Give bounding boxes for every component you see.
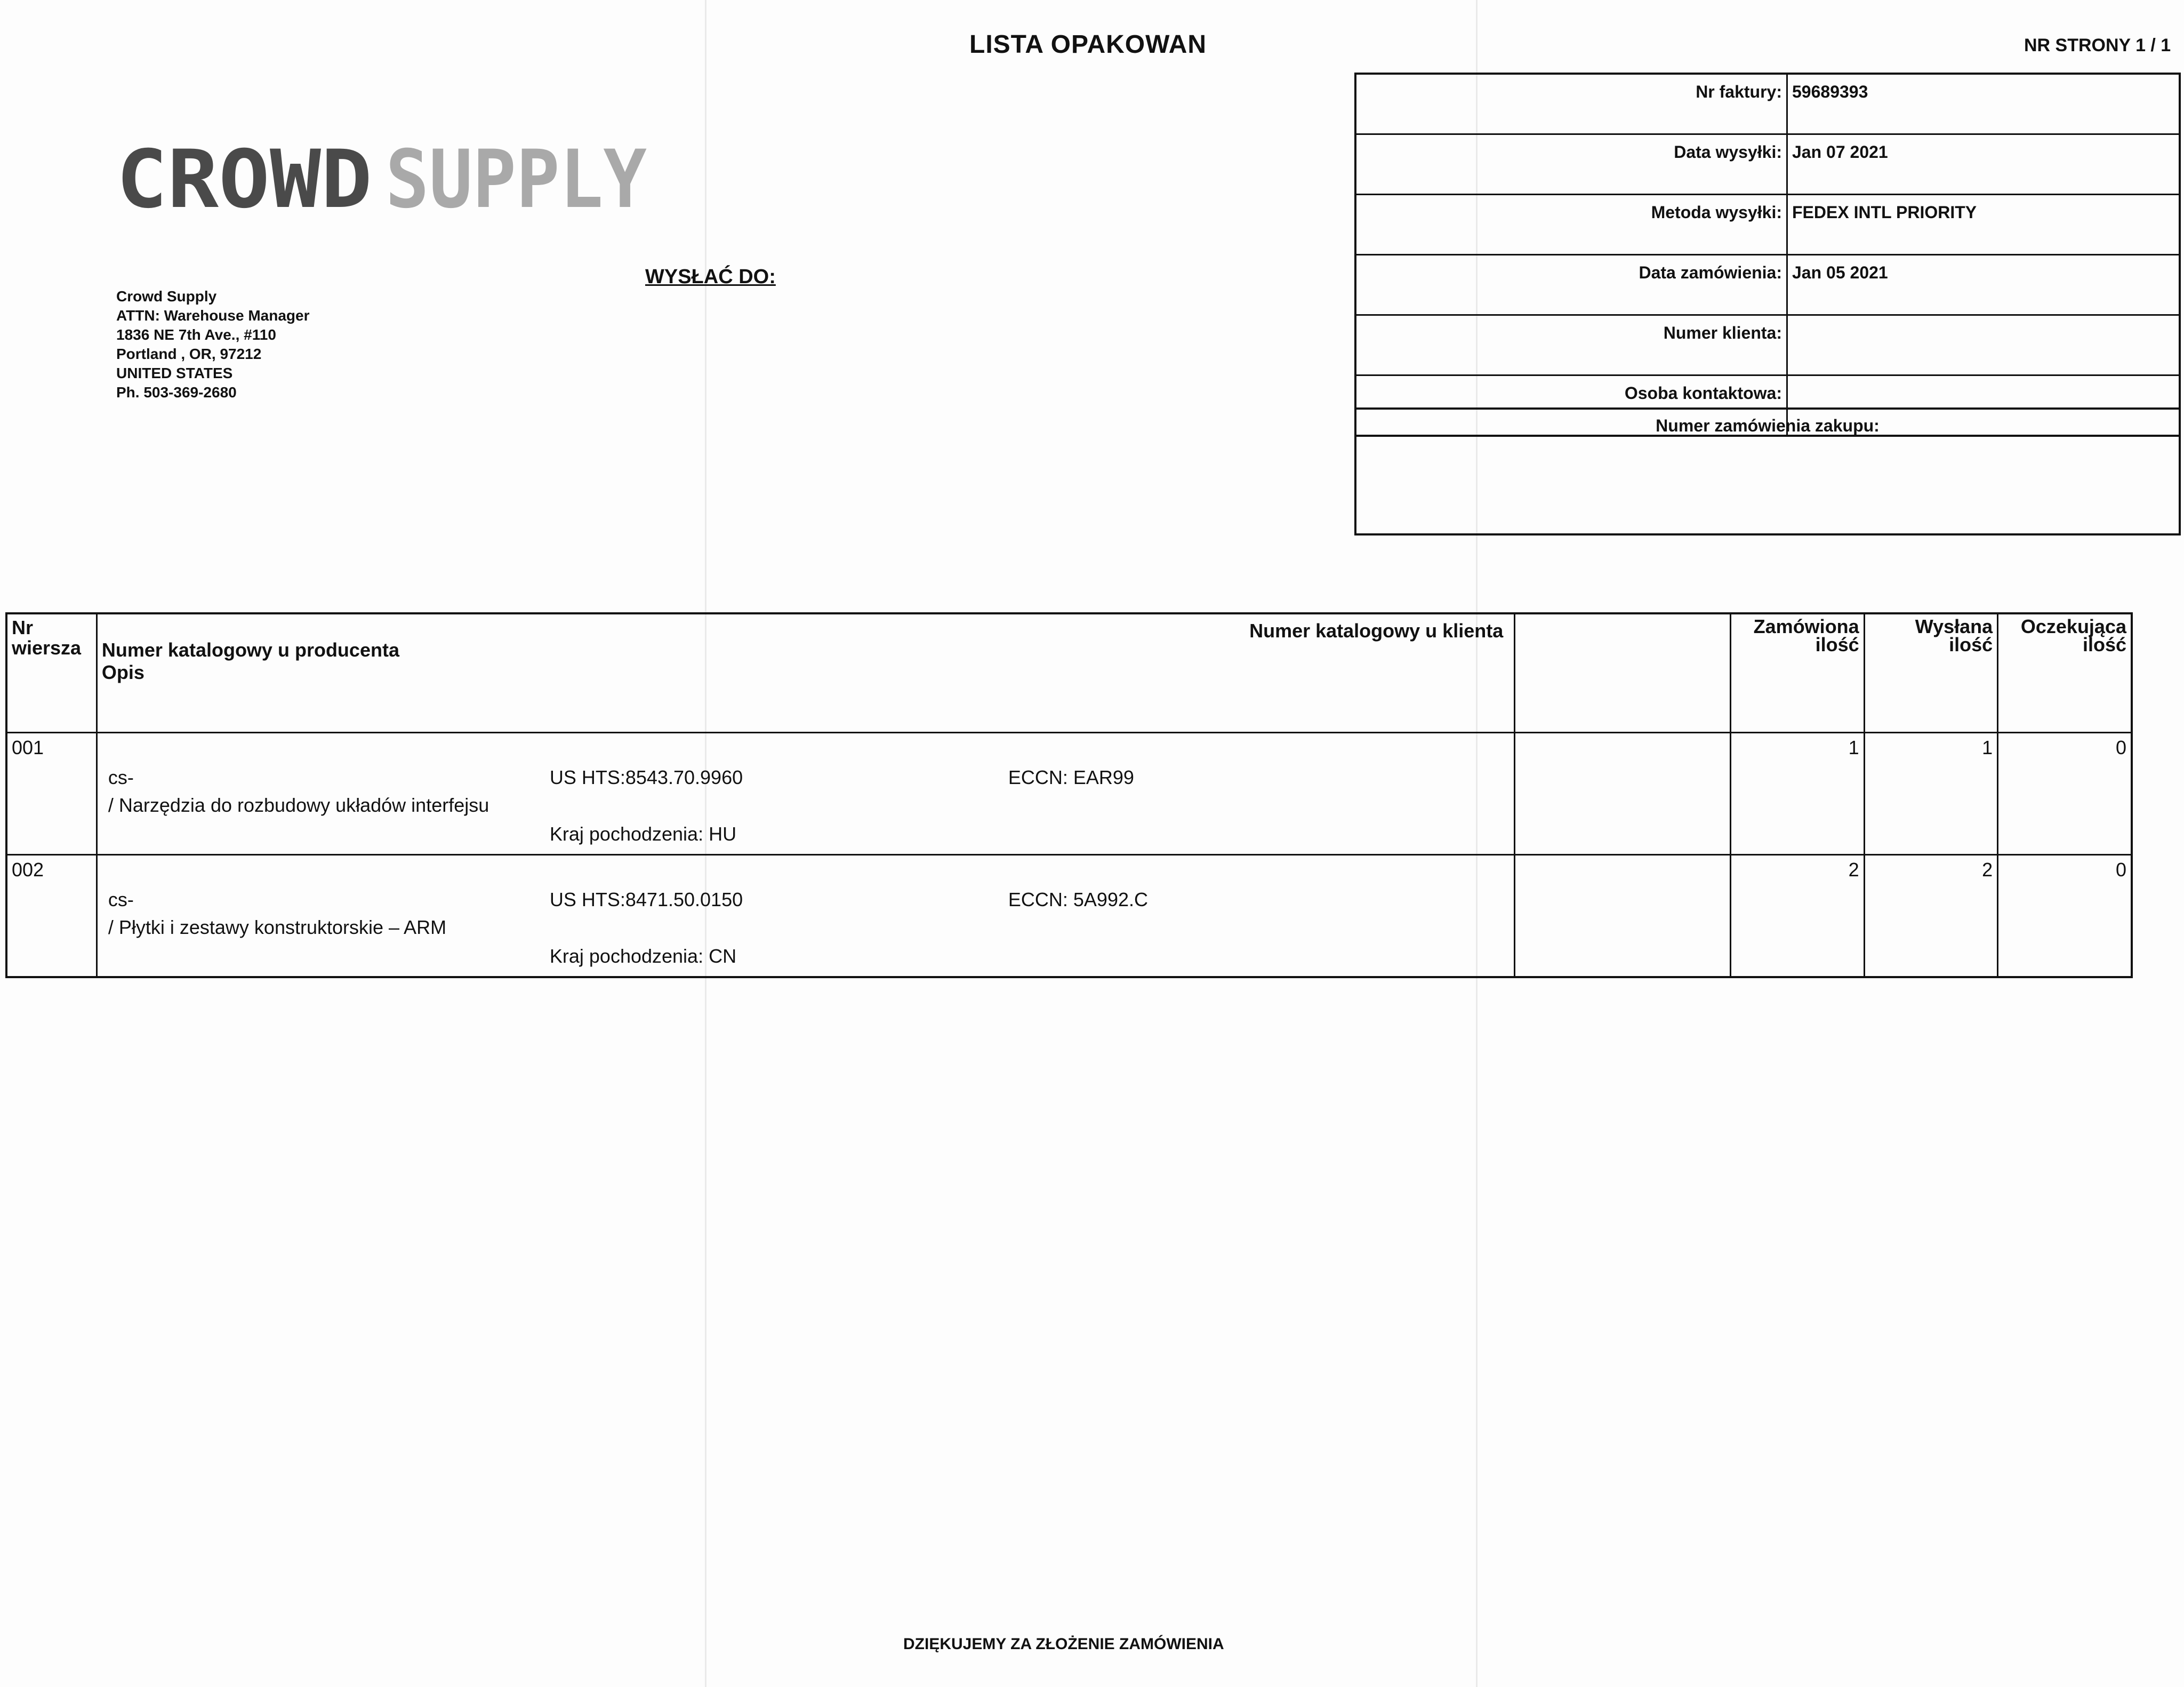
sender-line: 1836 NE 7th Ave., #110	[116, 326, 276, 343]
purchase-order-box	[1354, 407, 2181, 535]
header-line-number: Nr wiersza	[6, 613, 97, 733]
crowd-supply-logo	[116, 138, 649, 228]
info-row	[1355, 255, 2180, 315]
ship-to-label: WYSŁAĆ DO:	[645, 266, 776, 288]
info-value: Jan 07 2021	[1787, 134, 2180, 195]
row-blank	[1515, 855, 1731, 978]
info-row	[1355, 195, 2180, 255]
document-title: LISTA OPAKOWAN	[969, 30, 1207, 59]
sender-line: Ph. 503-369-2680	[116, 384, 237, 401]
header-shipped-qty: Wysłana ilość	[1864, 613, 1997, 733]
row-description: / Płytki i zestawy konstruktorskie – ARM	[108, 916, 447, 938]
info-label: Nr faktury:	[1355, 74, 1787, 134]
items-header-row	[6, 613, 2132, 733]
header-producer-part: Numer katalogowy u producenta	[101, 639, 399, 661]
row-ordered-qty: 2	[1730, 855, 1864, 978]
row-line-number: 001	[6, 733, 97, 855]
table-row	[6, 733, 2132, 855]
info-value: FEDEX INTL PRIORITY	[1787, 195, 2180, 255]
sender-line: Portland , OR, 97212	[116, 346, 262, 362]
sender-address	[116, 287, 309, 402]
header-pending-qty: Oczekująca ilość	[1998, 613, 2132, 733]
row-line-number: 002	[6, 855, 97, 978]
info-value: 59689393	[1787, 74, 2180, 134]
svg-text:SUPPLY: SUPPLY	[386, 138, 647, 226]
row-origin: Kraj pochodzenia: HU	[549, 823, 737, 845]
header-description: Opis	[101, 661, 144, 683]
row-description-cell	[97, 855, 1514, 978]
info-label: Metoda wysyłki:	[1355, 195, 1787, 255]
row-pending-qty: 0	[1998, 733, 2132, 855]
row-eccn: ECCN: EAR99	[1008, 766, 1134, 788]
header-part-description	[97, 613, 1514, 733]
footer-thank-you: DZIĘKUJEMY ZA ZŁOŻENIE ZAMÓWIENIA	[903, 1635, 1224, 1653]
row-part-number: cs-	[108, 889, 134, 910]
row-eccn: ECCN: 5A992.C	[1008, 889, 1148, 910]
header-customer-part: Numer katalogowy u klienta	[1249, 620, 1504, 642]
info-row	[1355, 74, 2180, 134]
sender-line: ATTN: Warehouse Manager	[116, 307, 310, 324]
row-shipped-qty: 2	[1864, 855, 1997, 978]
row-shipped-qty: 1	[1864, 733, 1997, 855]
row-part-number: cs-	[108, 766, 134, 788]
row-pending-qty: 0	[1998, 855, 2132, 978]
page-number: NR STRONY 1 / 1	[2024, 35, 2171, 55]
sender-line: UNITED STATES	[116, 365, 233, 381]
info-label: Data wysyłki:	[1355, 134, 1787, 195]
row-hts-code: US HTS:8471.50.0150	[549, 889, 743, 910]
row-ordered-qty: 1	[1730, 733, 1864, 855]
info-value	[1787, 315, 2180, 375]
row-blank	[1515, 733, 1731, 855]
info-label: Osoba kontaktowa:	[1355, 375, 1787, 436]
info-label: Data zamówienia:	[1355, 255, 1787, 315]
purchase-order-label: Numer zamówienia zakupu:	[1656, 416, 1880, 435]
row-description: / Narzędzia do rozbudowy układów interfejsu	[108, 794, 489, 816]
info-label: Numer klienta:	[1355, 315, 1787, 375]
row-origin: Kraj pochodzenia: CN	[549, 945, 737, 967]
items-table	[5, 612, 2133, 978]
svg-text:CROWD: CROWD	[116, 138, 372, 226]
row-description-cell	[97, 733, 1514, 855]
invoice-info-table	[1354, 73, 2181, 437]
info-row	[1355, 315, 2180, 375]
sender-line: Crowd Supply	[116, 288, 217, 305]
info-value: Jan 05 2021	[1787, 255, 2180, 315]
header-ordered-qty: Zamówiona ilość	[1730, 613, 1864, 733]
info-row	[1355, 134, 2180, 195]
header-blank	[1515, 613, 1731, 733]
row-hts-code: US HTS:8543.70.9960	[549, 766, 743, 788]
table-row	[6, 855, 2132, 978]
